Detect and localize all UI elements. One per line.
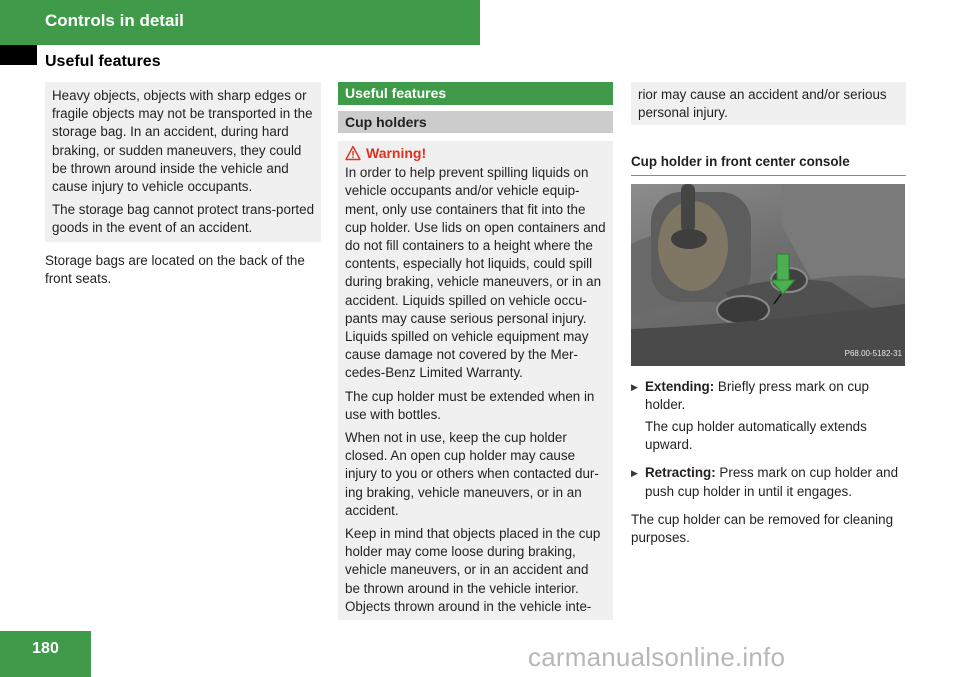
step-extending: [631, 378, 906, 459]
storage-bag-note-1: Heavy objects, objects with sharp edges or fragile objects may not be transported in the storage bag. In an accident, during hard braking, or sudden maneuvers, they could be thrown around inside the vehicle and cause injury to vehicle occupants.: [52, 88, 313, 195]
step-retracting-text: [645, 464, 906, 500]
warning-paragraph-1: In order to help prevent spilling liquids on vehicle occupants and/or vehicle equip-ment, only use containers that fit into the cup holder. Use lids on open containers and do not fill containers to a height where the contents, especially hot liquids, could spill during braking, vehicle maneuvers, or in an accident. Liquids spilled on vehicle occu-pants may cause serious personal injury. Liquids spilled on vehicle equipment may cause damage not covered by the Mer-cedes-Benz Limited Warranty.: [345, 165, 606, 381]
console-illustration: [631, 184, 905, 366]
step-extending-text: [645, 378, 906, 414]
column-middle: [338, 82, 613, 620]
photo-caption: P68.00-5182-31: [844, 349, 902, 359]
triangle-right-icon: ▶: [631, 381, 638, 392]
storage-bag-note-2: The storage bag cannot protect trans-ported goods in the event of an accident.: [52, 202, 315, 236]
warning-continuation: rior may cause an accident and/or serious personal injury.: [638, 87, 887, 121]
storage-bag-location: Storage bags are located on the back of the front seats.: [45, 252, 305, 286]
subsection-heading: Cup holders: [338, 111, 613, 133]
watermark: carmanualsonline.info: [528, 642, 786, 672]
section-tab-marker: [0, 45, 37, 65]
warning-title: Warning!: [366, 145, 427, 161]
step-retracting: [631, 464, 906, 504]
warning-paragraph-3: When not in use, keep the cup holder closed. An open cup holder may cause injury to you or others when contacted dur-ing braking, vehicle maneuvers, or in an accident.: [345, 430, 599, 518]
step-extending-label: Extending:: [645, 378, 715, 394]
chapter-title: Controls in detail: [45, 11, 184, 30]
column-left: [45, 82, 321, 288]
storage-bag-note-box: [45, 82, 321, 242]
warning-continuation-box: [631, 82, 906, 125]
steps-list: [631, 378, 906, 505]
section-heading: Useful features: [338, 82, 613, 105]
warning-box: [338, 141, 613, 620]
warning-heading: [345, 144, 607, 162]
cup-holder-photo: [631, 184, 905, 366]
step-extending-note: The cup holder automatically extends upward.: [645, 419, 867, 453]
column-right: [631, 82, 906, 561]
triangle-right-icon: ▶: [631, 468, 638, 479]
cup-holder-heading: Cup holder in front center console: [631, 153, 906, 175]
cleaning-note: The cup holder can be removed for cleaning purposes.: [631, 511, 894, 546]
step-retracting-label: Retracting:: [645, 465, 716, 481]
warning-triangle-icon: [345, 145, 361, 161]
warning-paragraph-4: Keep in mind that objects placed in the cup holder may come loose during braking, vehicle maneuvers, or in an accident and be thrown around in the vehicle interior. Objects thrown around in the vehicle inte-: [345, 526, 601, 614]
page-number: 180: [32, 640, 59, 657]
warning-paragraph-2: The cup holder must be extended when in use with bottles.: [345, 388, 595, 422]
page-subtitle: Useful features: [45, 53, 161, 70]
step-extending-body: Briefly press mark on cup holder.: [645, 378, 869, 412]
step-retracting-body: Press mark on cup holder and push cup holder in until it engages.: [645, 465, 899, 499]
